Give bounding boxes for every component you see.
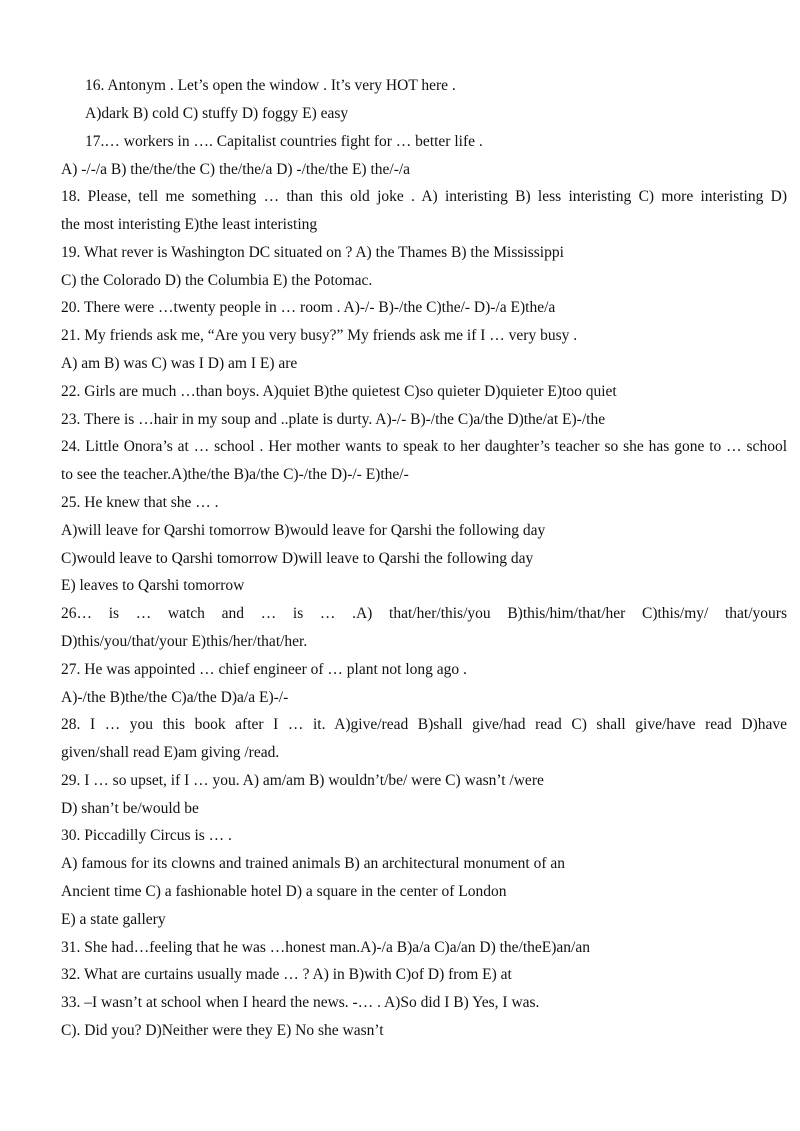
question-28-line: 28. I … you this book after I … it. A)give/read B)shall give/had read C) shall give/have read D)have [61,716,787,733]
question-16-line: 16. Antonym . Let’s open the window . It’s very HOT here . [85,77,456,94]
question-16-options: A)dark B) cold C) stuffy D) foggy E) easy [85,105,349,122]
question-33-options: C). Did you? D)Neither were they E) No she wasn’t [61,1022,384,1039]
question-26-line: 26… is … watch and … is … .A) that/her/this/you B)this/him/that/her C)this/my/ that/yours [61,605,787,622]
question-18-line: 18. Please, tell me something … than this old joke . A) interisting B) less interisting C) more interisting D) [61,188,787,205]
question-19-options: C) the Colorado D) the Columbia E) the Potomac. [61,272,373,289]
question-29-options: D) shan’t be/would be [61,800,199,817]
question-30-options-ab: A) famous for its clowns and trained animals B) an architectural monument of an [61,855,566,872]
question-32-line: 32. What are curtains usually made … ? A) in B)with C)of D) from E) at [61,966,512,983]
question-30-options-e: E) a state gallery [61,911,166,928]
question-25-options-cd: C)would leave to Qarshi tomorrow D)will leave to Qarshi the following day [61,550,534,567]
question-31-line: 31. She had…feeling that he was …honest man.A)-/a B)a/a C)a/an D) the/theE)an/an [61,939,590,956]
question-24-options: to see the teacher.A)the/the B)a/the C)-/the D)-/- E)the/- [61,466,409,483]
question-24-line: 24. Little Onora’s at … school . Her mother wants to speak to her daughter’s teacher so she has gone to … school [61,438,787,455]
question-18-options: the most interisting E)the least interisting [61,216,318,233]
question-19-line: 19. What rever is Washington DC situated on ? A) the Thames B) the Mississippi [61,244,564,261]
question-30-options-cd: Ancient time C) a fashionable hotel D) a square in the center of London [61,883,507,900]
question-20-line: 20. There were …twenty people in … room . A)-/- B)-/the C)the/- D)-/a E)the/a [61,299,556,316]
question-17-options: A) -/-/a B) the/the/the C) the/the/a D) -/the/the E) the/-/a [61,161,411,178]
question-25-line: 25. He knew that she … . [61,494,219,511]
question-28-options: given/shall read E)am giving /read. [61,744,280,761]
question-27-options: A)-/the B)the/the C)a/the D)a/a E)-/- [61,689,289,706]
question-23-line: 23. There is …hair in my soup and ..plate is durty. A)-/- B)-/the C)a/the D)the/at E)-/the [61,411,606,428]
question-33-line: 33. –I wasn’t at school when I heard the news. -… . A)So did I B) Yes, I was. [61,994,540,1011]
question-29-line: 29. I … so upset, if I … you. A) am/am B) wouldn’t/be/ were C) wasn’t /were [61,772,544,789]
question-25-options-e: E) leaves to Qarshi tomorrow [61,577,245,594]
question-21-line: 21. My friends ask me, “Are you very busy?” My friends ask me if I … very busy . [61,327,578,344]
question-26-options: D)this/you/that/your E)this/her/that/her. [61,633,308,650]
question-22-line: 22. Girls are much …than boys. A)quiet B)the quietest C)so quieter D)quieter E)too quiet [61,383,617,400]
question-30-line: 30. Piccadilly Circus is … . [61,827,232,844]
question-21-options: A) am B) was C) was I D) am I E) are [61,355,298,372]
question-17-line: 17.… workers in …. Capitalist countries fight for … better life . [85,133,483,150]
question-27-line: 27. He was appointed … chief engineer of … plant not long ago . [61,661,467,678]
question-25-options-ab: A)will leave for Qarshi tomorrow B)would leave for Qarshi the following day [61,522,546,539]
